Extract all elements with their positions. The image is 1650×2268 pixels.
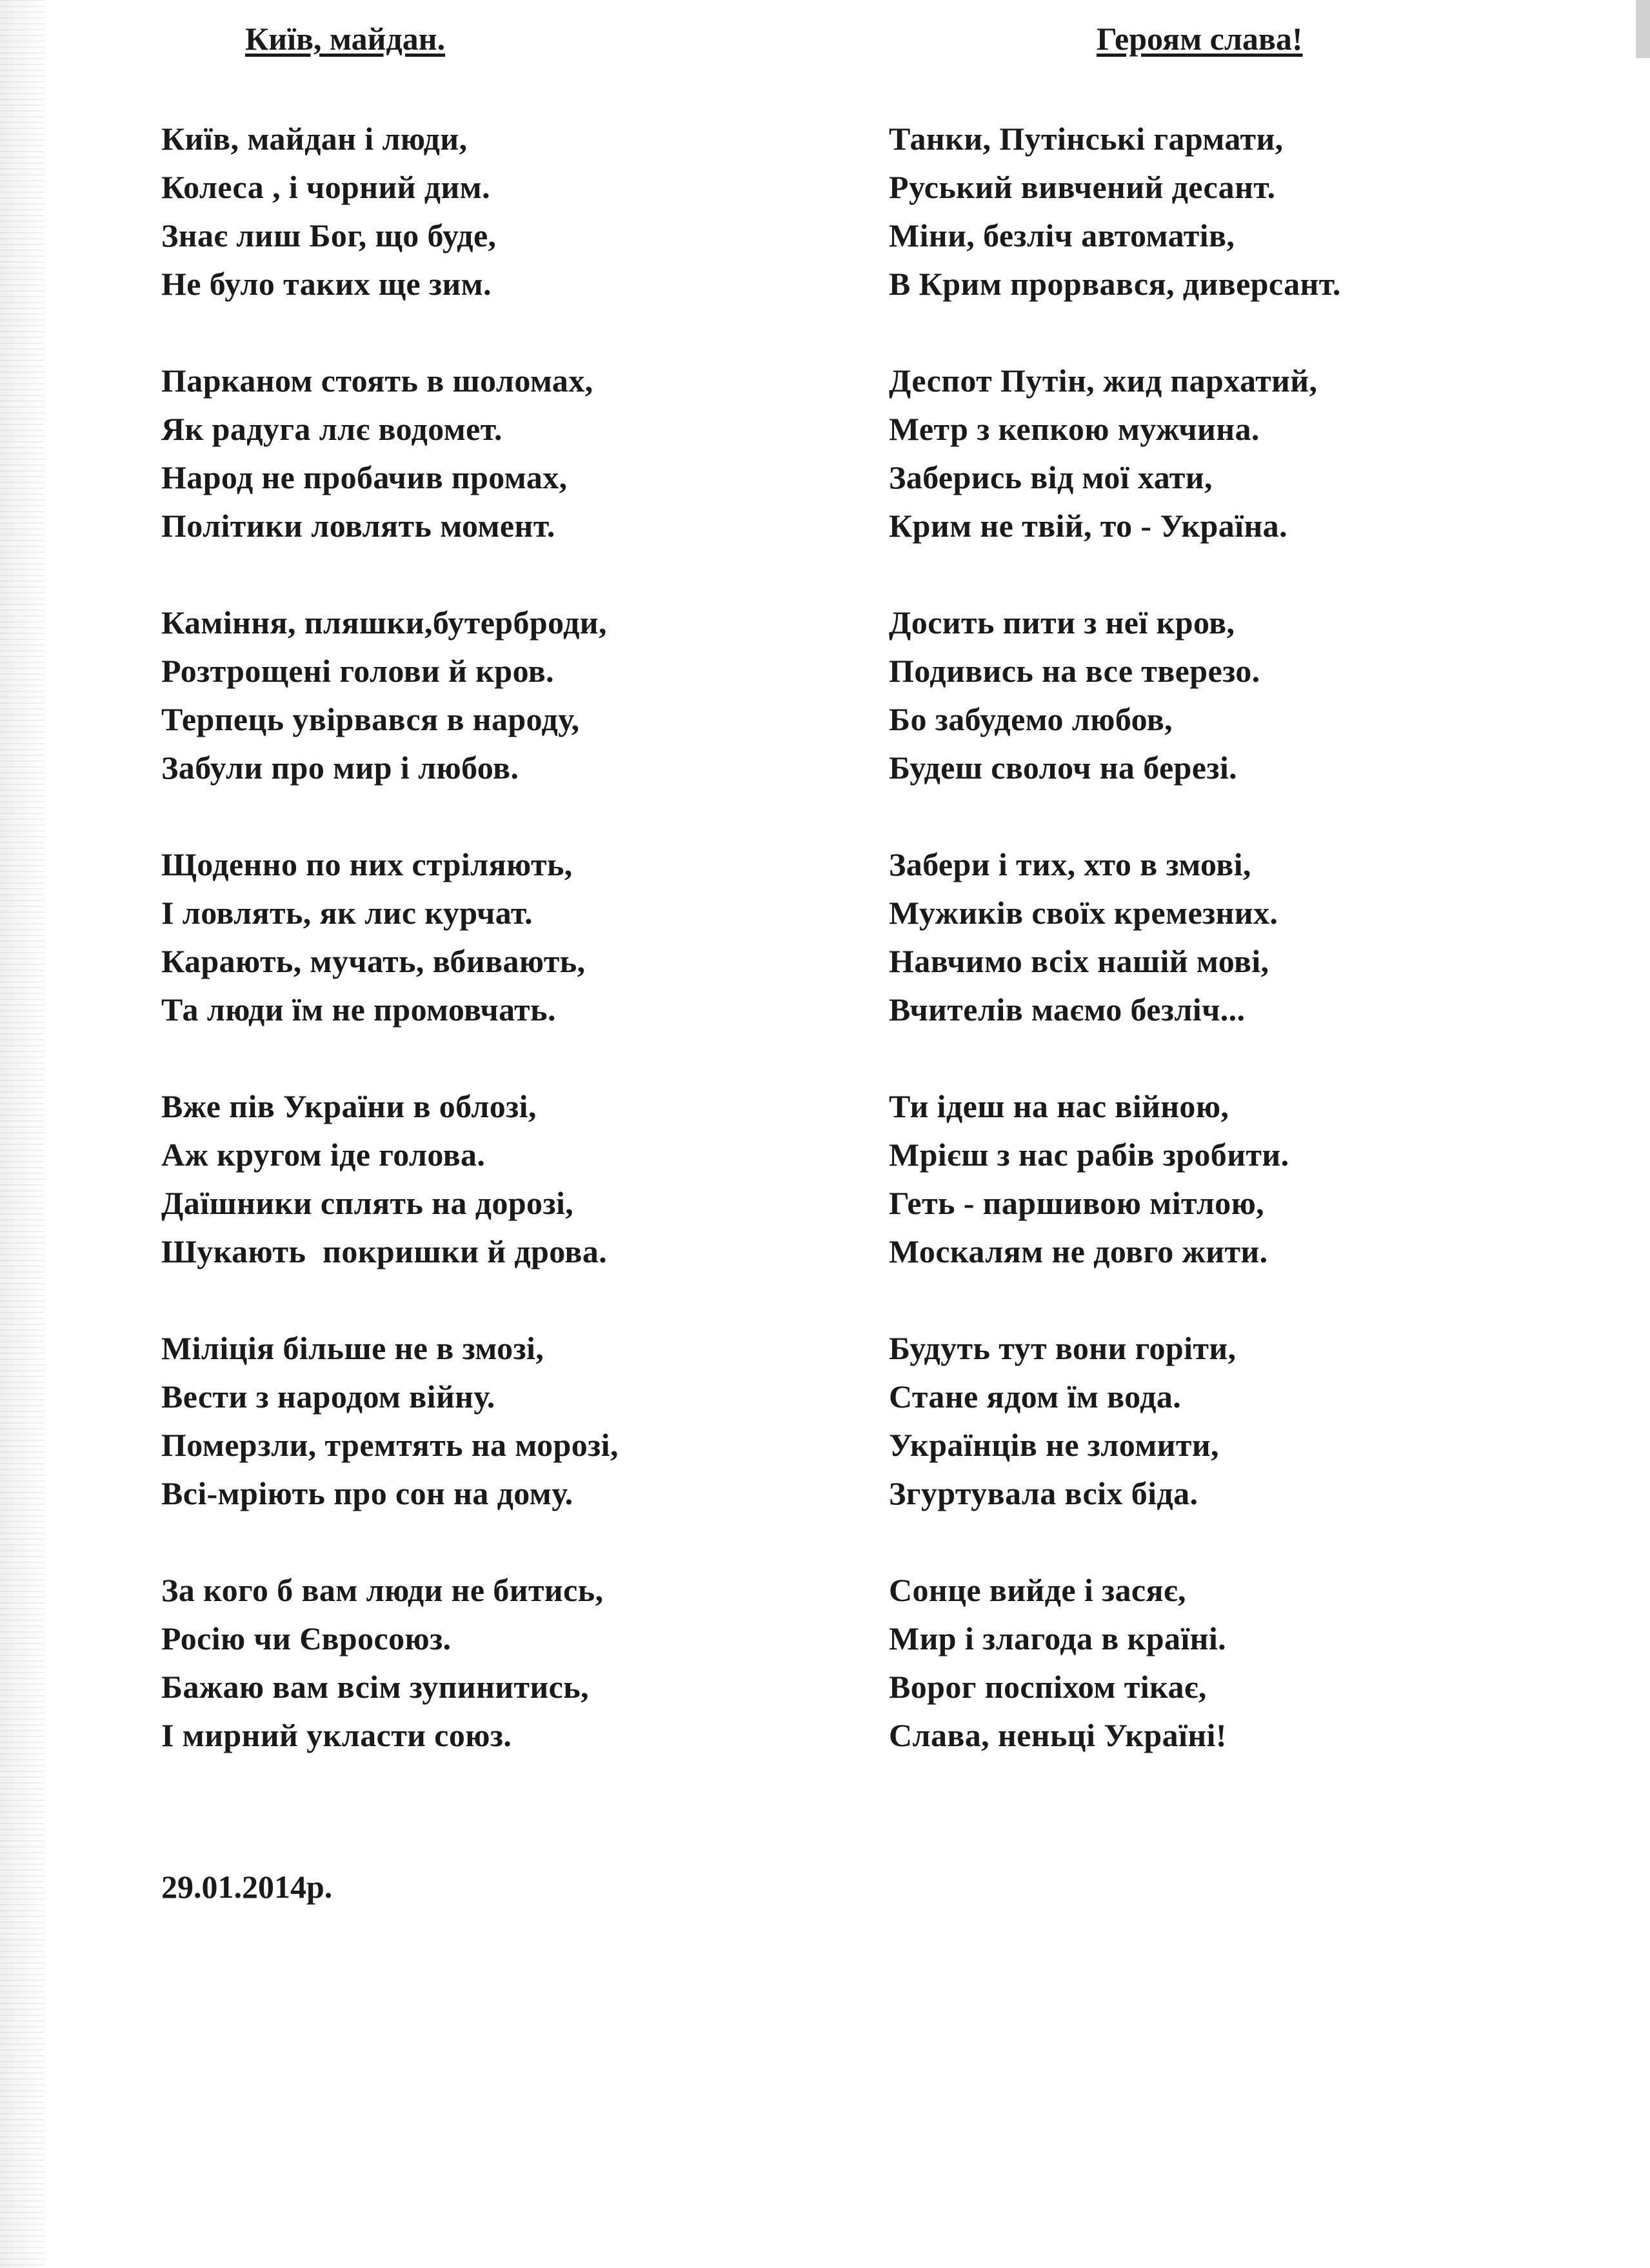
- poem-line: Київ, майдан і люди,: [161, 121, 468, 157]
- stanza: [161, 841, 839, 1034]
- poem-line: Міліція більше не в змозі,: [161, 1330, 544, 1366]
- poem-line: В Крим прорвався, диверсант.: [889, 266, 1341, 302]
- poem-line: Заберись від мої хати,: [889, 459, 1213, 495]
- date-line: 29.01.2014р.: [161, 1869, 333, 1905]
- poem-line: Метр з кепкою мужчина.: [889, 411, 1260, 447]
- poem-line: За кого б вам люди не битись,: [161, 1572, 604, 1608]
- right-poem-title: Героям слава!: [1097, 21, 1303, 57]
- scan-corner-mark: [1636, 0, 1650, 58]
- stanza: [161, 357, 839, 550]
- poem-line: Згуртувала всіх біда.: [889, 1475, 1198, 1511]
- poem-line: Та люди їм не промовчать.: [161, 991, 556, 1028]
- stanza: [889, 357, 1611, 550]
- stanza: [889, 599, 1611, 792]
- stanza: [161, 1566, 839, 1760]
- left-poem: [161, 19, 839, 1808]
- poem-line: Слава, неньці Україні!: [889, 1717, 1227, 1753]
- left-poem-body: [161, 115, 839, 1760]
- poem-line: Політики ловлять момент.: [161, 508, 555, 544]
- poem-line: Аж кругом іде голова.: [161, 1137, 486, 1173]
- poem-line: Народ не пробачив промах,: [161, 459, 568, 495]
- stanza: [889, 1082, 1611, 1276]
- poem-line: Мрієш з нас рабів зробити.: [889, 1137, 1289, 1173]
- poem-line: Щоденно по них стріляють,: [161, 846, 573, 882]
- poem-line: Навчимо всіх нашій мові,: [889, 943, 1269, 979]
- poem-line: Вчителів маємо безліч...: [889, 991, 1246, 1028]
- stanza: [161, 599, 839, 792]
- right-poem: [889, 19, 1611, 1808]
- poem-line: Стане ядом їм вода.: [889, 1378, 1182, 1415]
- poem-line: Карають, мучать, вбивають,: [161, 943, 586, 979]
- poem-line: Померзли, тремтять на морозі,: [161, 1427, 619, 1463]
- stanza: [161, 1324, 839, 1518]
- left-poem-title: Київ, майдан.: [245, 21, 446, 57]
- poem-line: Всі-мріють про сон на дому.: [161, 1475, 573, 1511]
- poem-line: Досить пити з неї кров,: [889, 604, 1235, 641]
- stanza: [889, 115, 1611, 308]
- poem-line: Москалям не довго жити.: [889, 1233, 1268, 1269]
- poem-line: Даїшники сплять на дорозі,: [161, 1185, 574, 1221]
- poem-line: Не було таких ще зим.: [161, 266, 492, 302]
- poem-line: Ворог поспіхом тікає,: [889, 1669, 1207, 1705]
- poem-line: Росію чи Євросоюз.: [161, 1620, 452, 1656]
- poem-line: Сонце вийде і засяє,: [889, 1572, 1186, 1608]
- poem-line: Знає лиш Бог, що буде,: [161, 217, 497, 254]
- poem-line: Геть - паршивою мітлою,: [889, 1185, 1265, 1221]
- poem-line: Терпець увірвався в народу,: [161, 701, 580, 737]
- stanza: [889, 841, 1611, 1034]
- poem-line: Як радуга ллє водомет.: [161, 411, 502, 447]
- stanza: [161, 115, 839, 308]
- poem-line: Мужиків своїх кремезних.: [889, 895, 1278, 931]
- stanza: [889, 1324, 1611, 1518]
- stanza: [889, 1566, 1611, 1760]
- poem-line: Міни, безліч автоматів,: [889, 217, 1235, 254]
- poem-line: Розтрощені голови й кров.: [161, 653, 555, 689]
- right-poem-body: [889, 115, 1611, 1760]
- poem-line: Руський вивчений десант.: [889, 169, 1276, 205]
- poem-line: Деспот Путін, жид пархатий,: [889, 363, 1318, 399]
- poem-line: Бо забудемо любов,: [889, 701, 1173, 737]
- poem-line: Забули про мир і любов.: [161, 750, 519, 786]
- poem-line: Вже пів України в облозі,: [161, 1088, 537, 1124]
- poem-line: Забери і тих, хто в змові,: [889, 846, 1251, 882]
- poem-line: Шукають покришки й дрова.: [161, 1233, 608, 1269]
- poem-line: Бажаю вам всім зупинитись,: [161, 1669, 590, 1705]
- poem-line: І мирний укласти союз.: [161, 1717, 512, 1753]
- poem-line: Подивись на все тверезо.: [889, 653, 1260, 689]
- poem-line: Мир і злагода в країні.: [889, 1620, 1227, 1656]
- poem-line: І ловлять, як лис курчат.: [161, 895, 533, 931]
- stanza: [161, 1082, 839, 1276]
- poem-line: Танки, Путінські гармати,: [889, 121, 1284, 157]
- poem-line: Будеш сволоч на березі.: [889, 750, 1238, 786]
- poem-line: Українців не зломити,: [889, 1427, 1219, 1463]
- scan-edge-noise: [0, 0, 45, 2268]
- poem-line: Будуть тут вони горіти,: [889, 1330, 1237, 1366]
- poem-line: Крим не твій, то - Україна.: [889, 508, 1287, 544]
- poem-line: Ти ідеш на нас війною,: [889, 1088, 1229, 1124]
- poem-line: Каміння, пляшки,бутерброди,: [161, 604, 607, 641]
- poem-line: Вести з народом війну.: [161, 1378, 495, 1415]
- poem-line: Парканом стоять в шоломах,: [161, 363, 593, 399]
- poem-line: Колеса , і чорний дим.: [161, 169, 491, 205]
